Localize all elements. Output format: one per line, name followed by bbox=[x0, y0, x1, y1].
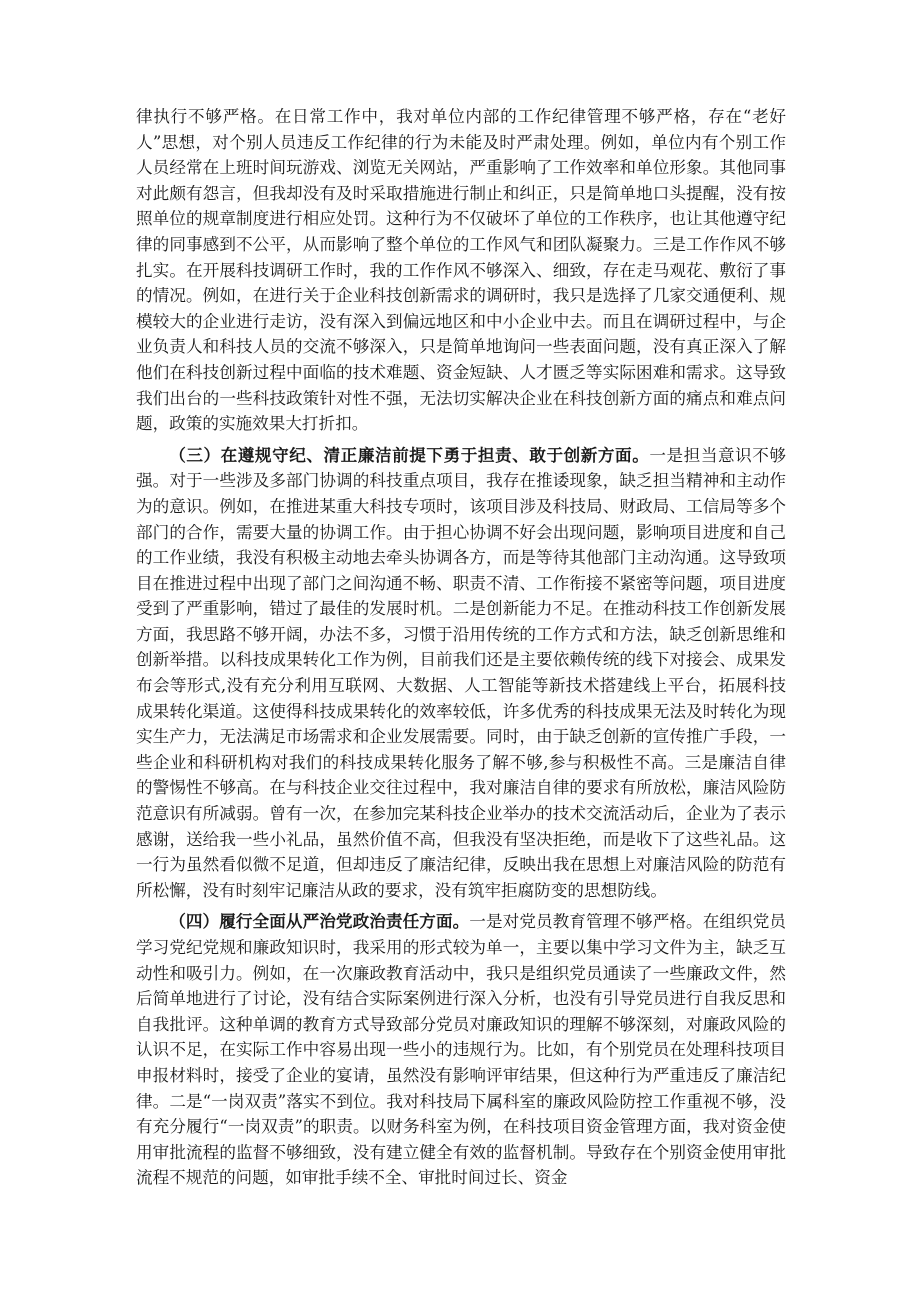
paragraph-section-four bbox=[136, 909, 786, 1191]
paragraph-section-three bbox=[136, 443, 786, 904]
paragraph-discipline bbox=[136, 104, 786, 437]
paragraph-body: 律执行不够严格。在日常工作中，我对单位内部的工作纪律管理不够严格，存在“老好人”思想，对个别人员违反工作纪律的行为未能及时严肃处理。例如，单位内有个别工作人员经常在上班时间玩游戏、浏览无关网站，严重影响了工作效率和单位形象。其他同事对此颇有怨言，但我却没有及时采取措施进行制止和纠正，只是简单地口头提醒，没有按照单位的规章制度进行相应处罚。这种行为不仅破坏了单位的工作秩序，也让其他遵守纪律的同事感到不公平，从而影响了整个单位的工作风气和团队凝聚力。三是工作作风不够扎实。在开展科技调研工作时，我的工作作风不够深入、细致，存在走马观花、敷衍了事的情况。例如，在进行关于企业科技创新需求的调研时，我只是选择了几家交通便利、规模较大的企业进行走访，没有深入到偏远地区和中小企业中去。而且在调研过程中，与企业负责人和科技人员的交流不够深入，只是简单地询问一些表面问题，没有真正深入了解他们在科技创新过程中面临的技术难题、资金短缺、人才匮乏等实际困难和需求。这导致我们出台的一些科技政策针对性不强，无法切实解决企业在科技创新方面的痛点和难点问题，政策的实施效果大打折扣。 bbox=[136, 107, 786, 434]
section-heading: （四）履行全面从严治党政治责任方面。 bbox=[169, 911, 470, 932]
paragraph-body: 一是对党员教育管理不够严格。在组织党员学习党纪党规和廉政知识时，我采用的形式较为单一，主要以集中学习文件为主，缺乏互动性和吸引力。例如，在一次廉政教育活动中，我只是组织党员通读了一些廉政文件，然后简单地进行了讨论，没有结合实际案例进行深入分析，也没有引导党员进行自我反思和自我批评。这种单调的教育方式导致部分党员对廉政知识的理解不够深刻，对廉政风险的认识不足，在实际工作中容易出现一些小的违规行为。比如，有个别党员在处理科技项目申报材料时，接受了企业的宴请，虽然没有影响评审结果，但这种行为严重违反了廉洁纪律。二是“一岗双责”落实不到位。我对科技局下属科室的廉政风险防控工作重视不够，没有充分履行“一岗双责”的职责。以财务科室为例，在科技项目资金管理方面，我对资金使用审批流程的监督不够细致，没有建立健全有效的监督机制。导致存在个别资金使用审批流程不规范的问题，如审批手续不全、审批时间过长、资金 bbox=[136, 912, 786, 1188]
paragraph-body: 一是担当意识不够强。对于一些涉及多部门协调的科技重点项目，我存在推诿现象，缺乏担当精神和主动作为的意识。例如，在推进某重大科技专项时，该项目涉及科技局、财政局、工信局等多个部门的合作，需要大量的协调工作。由于担心协调不好会出现问题，影响项目进度和自己的工作业绩，我没有积极主动地去牵头协调各方，而是等待其他部门主动沟通。这导致项目在推进过程中出现了部门之间沟通不畅、职责不清、工作衔接不紧密等问题，项目进度受到了严重影响，错过了最佳的发展时机。二是创新能力不足。在推动科技工作创新发展方面，我思路不够开阔，办法不多，习惯于沿用传统的工作方式和方法，缺乏创新思维和创新举措。以科技成果转化工作为例，目前我们还是主要依赖传统的线下对接会、成果发布会等形式,没有充分利用互联网、大数据、人工智能等新技术搭建线上平台，拓展科技成果转化渠道。这使得科技成果转化的效率较低，许多优秀的科技成果无法及时转化为现实生产力，无法满足市场需求和企业发展需要。同时，由于缺乏创新的宣传推广手段，一些企业和科研机构对我们的科技成果转化服务了解不够,参与积极性不高。三是廉洁自律的警惕性不够高。在与科技企业交往过程中，我对廉洁自律的要求有所放松，廉洁风险防范意识有所减弱。曾有一次，在参加完某科技企业举办的技术交流活动后，企业为了表示感谢，送给我一些小礼品，虽然价值不高，但我没有坚决拒绝，而是收下了这些礼品。这一行为虽然看似微不足道，但却违反了廉洁纪律，反映出我在思想上对廉洁风险的防范有所松懈，没有时刻牢记廉洁从政的要求，没有筑牢拒腐防变的思想防线。 bbox=[136, 445, 787, 900]
document-page bbox=[136, 104, 786, 1191]
section-heading: （三）在遵规守纪、清正廉洁前提下勇于担责、敢于创新方面。 bbox=[169, 444, 650, 465]
